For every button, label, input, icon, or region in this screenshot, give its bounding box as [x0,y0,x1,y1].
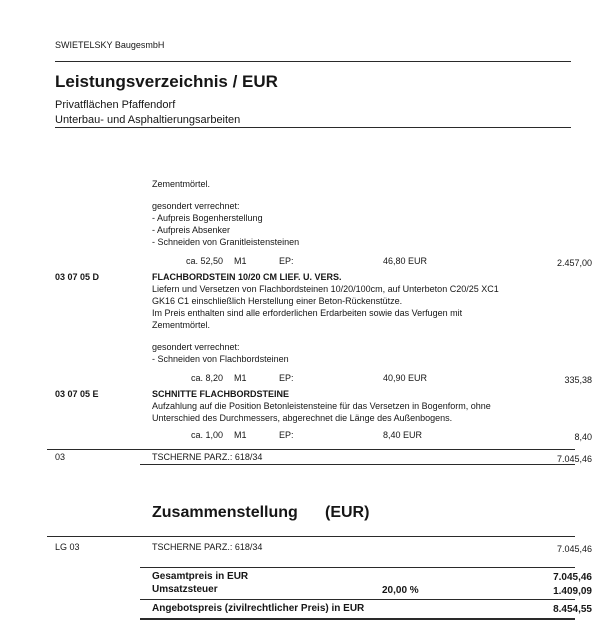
cont-ep-label: EP: [279,256,294,266]
cont-sep-head: gesondert verrechnet: [152,201,240,211]
group-underline [140,464,575,465]
summary-currency: (EUR) [325,504,370,521]
position-quantity: ca. 1,00 [191,430,224,440]
grand-total-label: Angebotspreis (zivilrechtlicher Preis) in EUR [152,603,365,614]
position-number: 03 07 05 D [55,272,100,282]
cont-total: 2.457,00 [556,258,592,268]
position-sep-head: gesondert verrechnet: [152,342,240,352]
document-title: Leistungsverzeichnis / EUR [55,72,278,91]
cont-sep-item: - Aufpreis Absenker [152,225,231,235]
summary-title: Zusammenstellung [152,504,298,521]
cont-unit-price: 46,80 EUR [383,256,428,266]
position-total: 8,40 [574,432,592,442]
project-scope: Unterbau- und Asphaltierungsarbeiten [55,114,241,126]
group-total: 7.045,46 [556,454,592,464]
position-description: GK16 C1 einschließlich Herstellung einer Beton-Rückenstütze. [152,296,403,306]
position-number: 03 07 05 E [55,389,99,399]
company-name: SWIETELSKY BaugesmbH [55,40,165,50]
position-unit: M1 [234,430,247,440]
header-divider [55,61,571,62]
vat-rule [140,599,575,600]
group-name: TSCHERNE PARZ.: 618/34 [152,452,263,462]
position-description: Zementmörtel. [152,320,211,330]
position-ep-label: EP: [279,430,294,440]
group-code: 03 [55,452,66,462]
subtitle-divider [55,127,571,128]
summary-divider [47,536,575,537]
grand-total-value: 8.454,55 [553,604,592,615]
cont-quantity: ca. 52,50 [186,256,224,266]
vat-label: Umsatzsteuer [152,584,218,595]
project-name: Privatflächen Pfaffendorf [55,99,176,111]
position-unit: M1 [234,373,247,383]
position-title: FLACHBORDSTEIN 10/20 CM LIEF. U. VERS. [152,272,342,282]
position-title: SCHNITTE FLACHBORDSTEINE [152,389,289,399]
cont-sep-item: - Schneiden von Granitleistensteinen [152,237,300,247]
vat-rate: 20,00 % [382,585,419,596]
position-description: Im Preis enthalten sind alle erforderlichen Erdarbeiten sowie das Verfugen mit [152,308,463,318]
position-quantity: ca. 8,20 [191,373,224,383]
cont-unit: M1 [234,256,247,266]
vat-value: 1.409,09 [553,586,592,597]
position-ep-label: EP: [279,373,294,383]
net-total-label: Gesamtpreis in EUR [152,571,249,582]
net-total-value: 7.045,46 [553,572,592,583]
position-description: Liefern und Versetzen von Flachbordsteinen 10/20/100cm, auf Unterbeton C20/25 XC1 [152,284,499,294]
group-divider [47,449,575,450]
position-description: Aufzahlung auf die Position Betonleistensteine für das Versetzen in Bogenform, ohne [152,401,491,411]
grand-total-rule [140,618,575,620]
lg-total: 7.045,46 [556,544,592,554]
cont-sep-item: - Aufpreis Bogenherstellung [152,213,263,223]
position-unit-price: 40,90 EUR [383,373,428,383]
lg-code: LG 03 [55,542,80,552]
cont-text: Zementmörtel. [152,179,211,189]
position-sep-item: - Schneiden von Flachbordsteinen [152,354,289,364]
position-total: 335,38 [564,375,592,385]
lg-name: TSCHERNE PARZ.: 618/34 [152,542,263,552]
position-unit-price: 8,40 EUR [383,430,423,440]
position-description: Unterschied des Durchmessers, abgerechnet die Länge des Außenbogens. [152,413,453,423]
totals-top-rule [140,567,575,568]
